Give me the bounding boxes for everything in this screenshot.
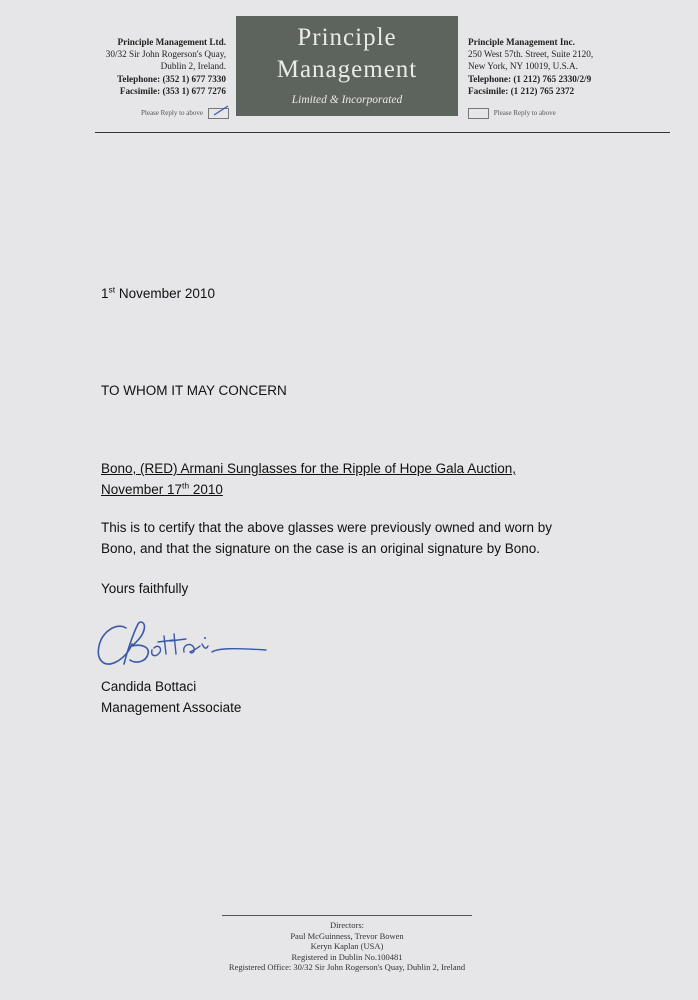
signer-block: [101, 676, 241, 718]
body-line-2: Bono, and that the signature on the case is an original signature by Bono.: [101, 541, 541, 556]
right-office-address: [468, 36, 593, 97]
date-suffix: st: [108, 284, 116, 295]
letter-subject: [101, 458, 516, 500]
left-fax: Facsimile: (353 1) 677 7276: [119, 85, 226, 96]
handwritten-signature: [94, 614, 274, 676]
registered-office: Registered Office: 30/32 Sir John Rogerson's Quay, Dublin 2, Ireland: [228, 962, 466, 973]
reply-left-label: Please Reply to above: [141, 109, 204, 118]
right-company-name: Principle Management Inc.: [468, 37, 575, 47]
logo-line-1: Principle: [297, 24, 397, 51]
directors-line-2: Keryn Kaplan (USA): [310, 941, 384, 952]
reply-right-checkbox-row: [468, 108, 556, 119]
right-street: 250 West 57th. Street, Suite 2120,: [468, 49, 594, 60]
salutation: TO WHOM IT MAY CONCERN: [101, 383, 287, 398]
reply-left-checkbox-row: [141, 108, 229, 119]
directors-line-1: Paul McGuinness, Trevor Bowen: [290, 930, 404, 941]
subject-date-b: 2010: [189, 482, 223, 497]
letterhead-divider: [95, 132, 670, 133]
signer-title: Management Associate: [101, 700, 242, 715]
right-city: New York, NY 10019, U.S.A.: [468, 61, 578, 72]
logo-line-2: Management: [276, 56, 418, 83]
date-rest: November 2010: [115, 286, 215, 301]
left-street: 30/32 Sir John Rogerson's Quay,: [105, 49, 226, 60]
left-office-address: [106, 36, 226, 97]
left-phone: Telephone: (352 1) 677 7330: [117, 73, 226, 84]
logo-line-3: Limited & Incorporated: [291, 94, 403, 106]
right-phone: Telephone: (1 212) 765 2330/2/9: [468, 73, 592, 84]
right-fax: Facsimile: (1 212) 765 2372: [468, 85, 575, 96]
letter-body: [101, 517, 552, 559]
letter-date: [101, 283, 215, 304]
registration-number: Registered in Dublin No.100481: [291, 951, 403, 962]
subject-line-1: Bono, (RED) Armani Sunglasses for the Ripple of Hope Gala Auction,: [101, 461, 516, 476]
reply-left-checkbox[interactable]: [208, 108, 229, 119]
subject-date-a: November 17: [101, 482, 183, 497]
footer-divider: [222, 915, 472, 916]
footer: [200, 920, 494, 973]
date-day: 1: [101, 286, 109, 301]
reply-right-checkbox[interactable]: [468, 108, 489, 119]
subject-date-suffix: th: [182, 480, 190, 491]
reply-right-label: Please Reply to above: [493, 109, 556, 118]
subject-line-2: [101, 479, 516, 500]
directors-label: Directors:: [330, 920, 364, 930]
body-line-1: This is to certify that the above glasses were previously owned and worn by: [101, 520, 552, 535]
left-company-name: Principle Management Ltd.: [117, 37, 226, 47]
company-logo: [236, 16, 458, 116]
signer-name: Candida Bottaci: [101, 679, 197, 694]
left-city: Dublin 2, Ireland.: [160, 61, 226, 72]
closing: Yours faithfully: [101, 581, 189, 596]
checkmark-icon: [213, 105, 229, 117]
